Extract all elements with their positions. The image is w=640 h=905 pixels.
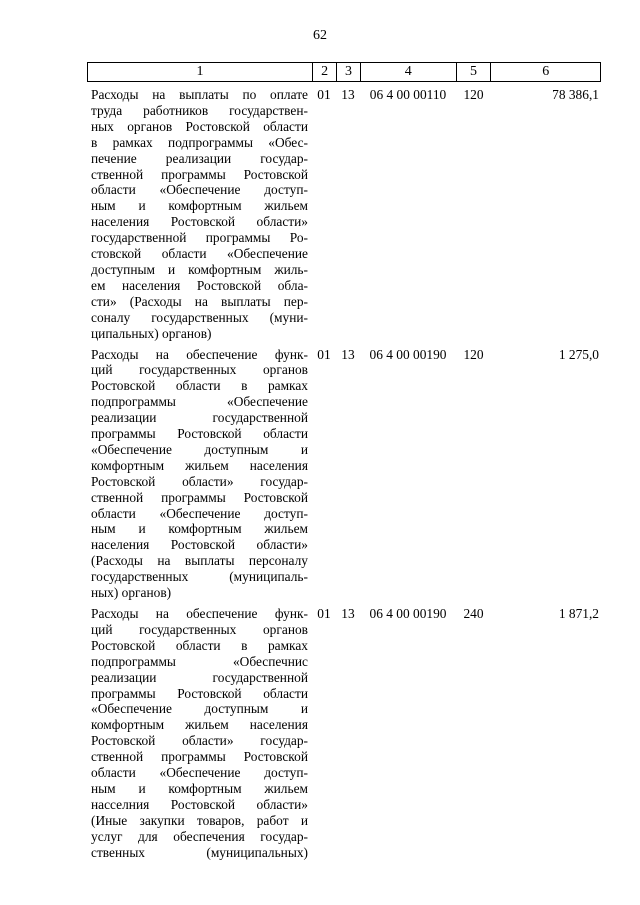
header-cell-6: 6 xyxy=(490,63,600,81)
amount-value: 1 871,2 xyxy=(558,606,599,621)
subsection-code: 13 xyxy=(341,346,355,362)
description-line: труда работников государствен- xyxy=(91,102,308,118)
header-cell-3: 3 xyxy=(336,63,360,81)
amount-value: 1 275,0 xyxy=(558,346,599,362)
description-line: «Обеспечение доступным и xyxy=(91,701,308,717)
subsection-code: 13 xyxy=(341,87,355,102)
description-line: Ростовской области» государ- xyxy=(91,733,308,749)
description-line: государственных (муниципаль- xyxy=(91,569,308,585)
description-line: ций государственных органов xyxy=(91,621,308,637)
description-line: (Расходы на выплаты персоналу xyxy=(91,553,308,569)
description-line: комфортным жильем населения xyxy=(91,457,308,473)
table-header-row xyxy=(87,62,601,82)
description-line: населения Ростовской области» xyxy=(91,214,308,230)
description-line: Расходы на обеспечение функ- xyxy=(91,606,308,621)
target-article-code: 06 4 00 00110 xyxy=(369,87,447,102)
description-line: соналу государственных (муни- xyxy=(91,309,308,325)
description-line: ций государственных органов xyxy=(91,362,308,378)
table-row xyxy=(87,347,601,602)
description-line: ципальных) органов) xyxy=(91,325,212,341)
description-line: населения Ростовской области» xyxy=(91,537,308,553)
description-line: ным и комфортным жильем xyxy=(91,198,308,214)
expense-type-code: 120 xyxy=(463,346,484,362)
description-line: в рамках подпрограммы «Обес- xyxy=(91,134,308,150)
description-line: Ростовской области в рамках xyxy=(91,637,308,653)
amount-value: 78 386,1 xyxy=(552,87,599,102)
description-line: Расходы на обеспечение функ- xyxy=(91,346,308,362)
description-line: ственной программы Ростовской xyxy=(91,489,308,505)
expense-type-code: 240 xyxy=(463,606,484,621)
description-line: ным и комфортным жильем xyxy=(91,780,308,796)
description-line: ственной программы Ростовской xyxy=(91,749,308,765)
description-line: Ростовской области в рамках xyxy=(91,378,308,394)
description-line: области «Обеспечение доступ- xyxy=(91,765,308,781)
table-body xyxy=(87,87,601,861)
description-line: ных органов Ростовской области xyxy=(91,118,308,134)
description-line: подпрограммы «Обеспечнис xyxy=(91,653,308,669)
description-line: ным и комфортным жильем xyxy=(91,521,308,537)
expense-description xyxy=(87,87,312,342)
description-line: ственной программы Ростовской xyxy=(91,166,308,182)
header-cell-1: 1 xyxy=(196,64,204,79)
expense-type-code: 120 xyxy=(463,87,484,102)
description-line: сти» (Расходы на выплаты пер- xyxy=(91,293,308,309)
description-line: (Иные закупки товаров, работ и xyxy=(91,812,308,828)
subsection-code: 13 xyxy=(341,606,355,621)
description-line: доступным и комфортным жиль- xyxy=(91,261,308,277)
description-line: области «Обеспечение доступ- xyxy=(91,505,308,521)
table-row xyxy=(87,87,601,342)
description-line: области «Обеспечение доступ- xyxy=(91,182,308,198)
header-cell-2: 2 xyxy=(312,63,336,81)
description-line: реализации государственной xyxy=(91,669,308,685)
header-cell-4: 4 xyxy=(360,63,456,81)
section-code: 01 xyxy=(317,346,331,362)
description-line: ных) органов) xyxy=(91,585,172,601)
description-line: «Обеспечение доступным и xyxy=(91,441,308,457)
description-line: насселния Ростовской области» xyxy=(91,796,308,812)
description-line: реализации государственной xyxy=(91,410,308,426)
target-article-code: 06 4 00 00190 xyxy=(369,606,447,621)
description-line: комфортным жильем населения xyxy=(91,717,308,733)
expense-description xyxy=(87,606,312,861)
description-line: подпрограммы «Обеспечение xyxy=(91,394,308,410)
expense-description xyxy=(87,347,312,602)
description-line: государственной программы Ро- xyxy=(91,230,308,246)
description-line: стовской области «Обеспечение xyxy=(91,246,308,262)
description-line: Ростовской области» государ- xyxy=(91,473,308,489)
description-line: Расходы на выплаты по оплате xyxy=(91,87,308,102)
budget-table xyxy=(87,62,601,861)
description-line: ем населения Ростовской обла- xyxy=(91,277,308,293)
description-line: ственных (муниципальных) xyxy=(91,844,308,860)
section-code: 01 xyxy=(317,606,331,621)
description-line: печение реализации государ- xyxy=(91,150,308,166)
table-row xyxy=(87,606,601,861)
section-code: 01 xyxy=(317,87,331,102)
target-article-code: 06 4 00 00190 xyxy=(369,346,447,362)
description-line: программы Ростовской области xyxy=(91,426,308,442)
description-line: программы Ростовской области xyxy=(91,685,308,701)
header-cell-5: 5 xyxy=(456,63,491,81)
description-line: услуг для обеспечения государ- xyxy=(91,828,308,844)
page-number: 62 xyxy=(313,28,327,43)
